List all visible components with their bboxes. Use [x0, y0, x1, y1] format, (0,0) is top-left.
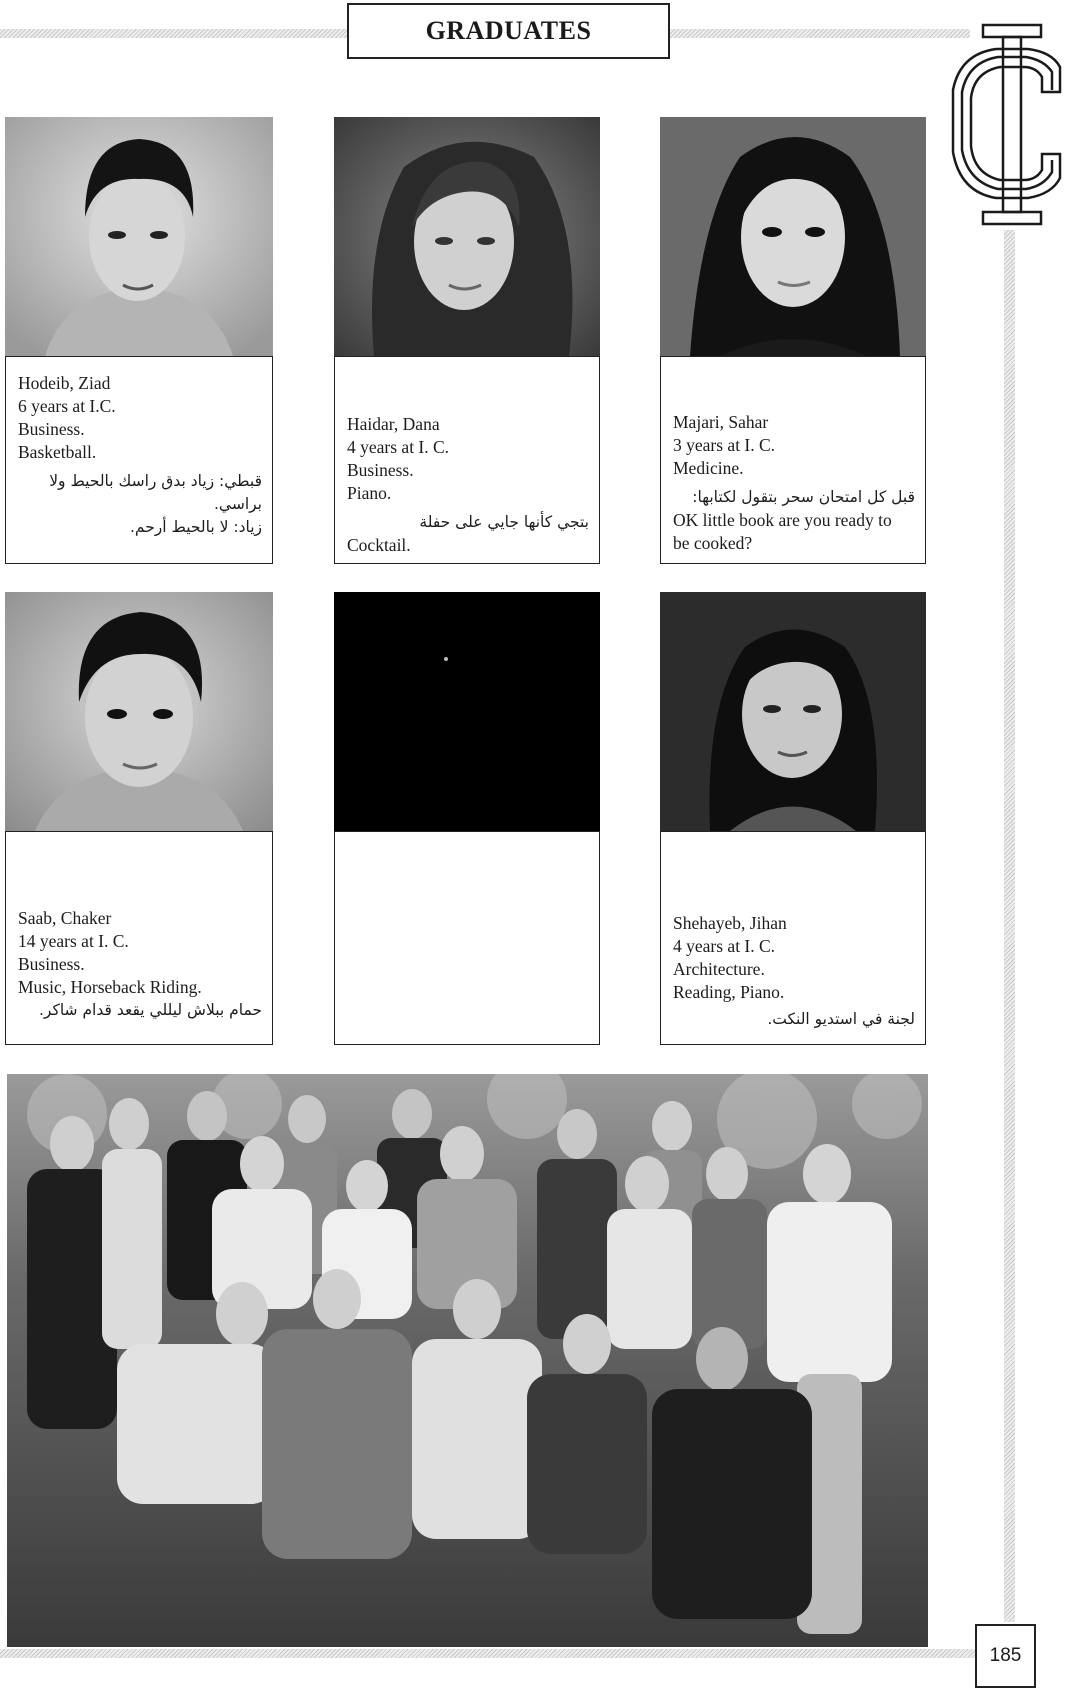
portrait-photo-missing [334, 592, 600, 831]
graduate-quote-line: قبطي: زياد بدق راسك بالحيط ولا [49, 472, 262, 490]
graduate-major: Business. [18, 419, 85, 439]
portrait-photo-hodeib-ziad [5, 117, 273, 356]
portrait-photo-haidar-dana [334, 117, 600, 356]
graduate-years: 4 years at I. C. [347, 437, 450, 457]
caption-card-majari-sahar [660, 356, 926, 564]
graduate-quote-line: حمام ببلاش ليللي يقعد قدام شاكر. [38, 1001, 262, 1019]
graduate-quote-line: لجنة في استديو النكت. [767, 1010, 915, 1028]
graduate-years: 3 years at I. C. [673, 435, 776, 455]
caption-card-haidar-dana [334, 356, 600, 564]
graduate-name: Shehayeb, Jihan [673, 913, 787, 933]
caption-card-hodeib-ziad [5, 356, 273, 564]
graduate-quote-line: زياد: لا بالحيط أرحم. [129, 518, 262, 536]
header-rule-left [0, 29, 347, 38]
portrait-photo-shehayeb-jihan [660, 592, 926, 831]
graduate-interests: Basketball. [18, 442, 97, 462]
graduate-interests: Reading, Piano. [673, 982, 785, 1002]
graduate-quote-line: براسي. [213, 495, 262, 513]
ic-monogram-icon [948, 22, 1074, 227]
page-title: GRADUATES [425, 16, 592, 45]
graduate-name: Hodeib, Ziad [18, 373, 111, 393]
graduate-years: 14 years at I. C. [18, 931, 129, 951]
graduate-quote-line: be cooked? [673, 533, 753, 553]
graduate-quote-line: OK little book are you ready to [673, 510, 892, 530]
graduate-major: Business. [18, 954, 85, 974]
group-photo [7, 1074, 928, 1647]
graduate-quote-line: Cocktail. [347, 535, 411, 555]
graduate-interests: Music, Horseback Riding. [18, 977, 202, 997]
portrait-photo-saab-chaker [5, 592, 273, 831]
graduate-years: 6 years at I.C. [18, 396, 116, 416]
caption-card-empty [334, 831, 600, 1045]
graduate-quote-line: بتجي كأنها جايي على حفلة [419, 513, 589, 531]
graduate-name: Haidar, Dana [347, 414, 440, 434]
graduate-major: Medicine. [673, 458, 744, 478]
graduate-name: Majari, Sahar [673, 412, 769, 432]
header-rule-right [670, 29, 970, 38]
page-number: 185 [989, 1645, 1022, 1666]
graduate-major: Business. [347, 460, 414, 480]
graduate-quote-line: قبل كل امتحان سحر بتقول لكتابها: [692, 488, 915, 506]
graduate-interests: Piano. [347, 483, 392, 503]
footer-rule [0, 1649, 975, 1658]
caption-card-shehayeb-jihan [660, 831, 926, 1045]
portrait-photo-majari-sahar [660, 117, 926, 356]
graduate-years: 4 years at I. C. [673, 936, 776, 956]
graduate-name: Saab, Chaker [18, 908, 112, 928]
graduate-major: Architecture. [673, 959, 765, 979]
page-title-box [347, 3, 670, 59]
caption-card-saab-chaker [5, 831, 273, 1045]
side-rule [1004, 230, 1015, 1622]
page-number-box [975, 1624, 1036, 1688]
